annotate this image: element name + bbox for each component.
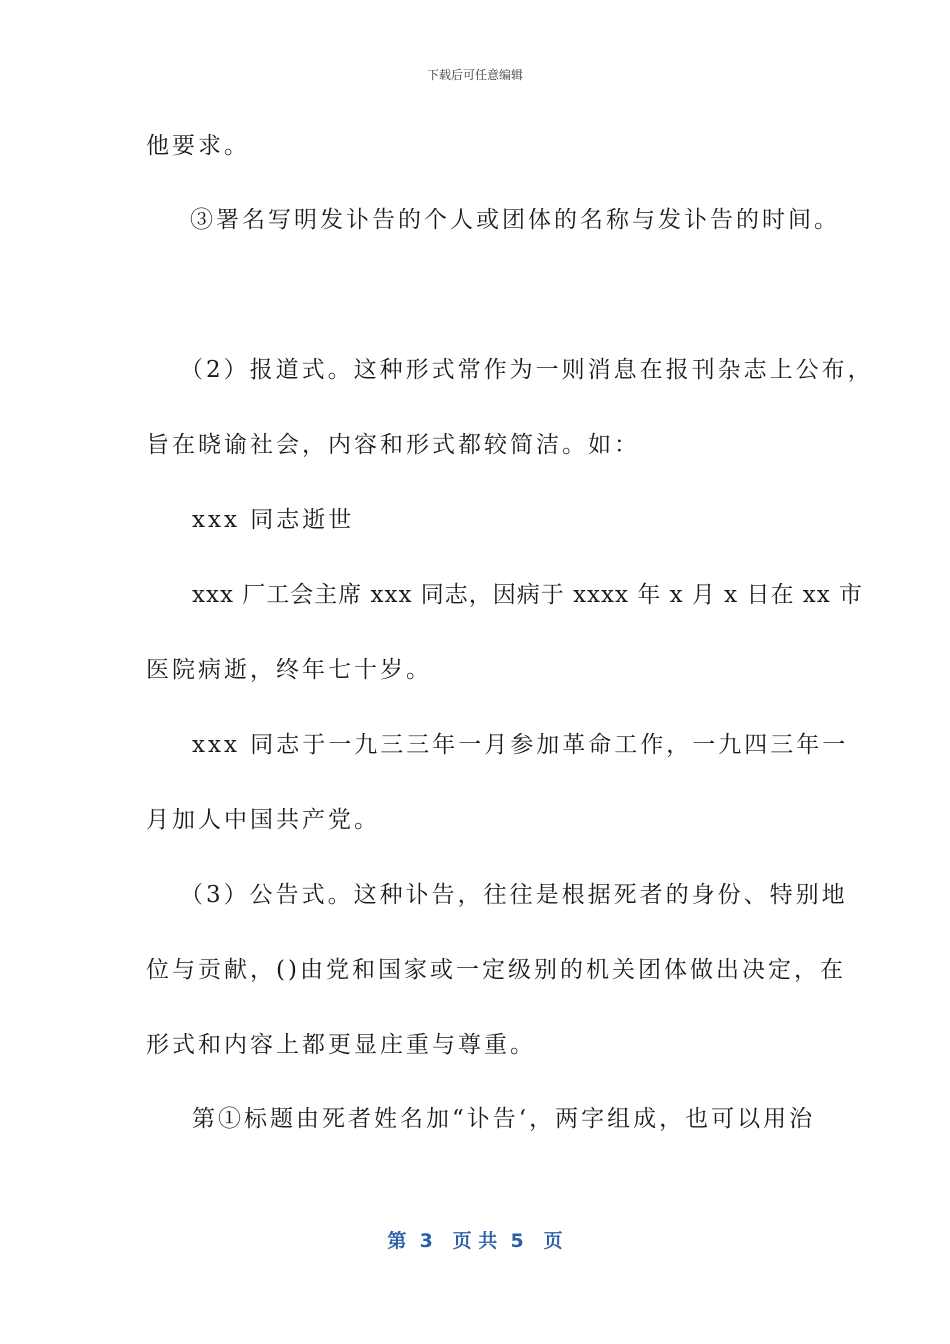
body-line-13: 第①标题由死者姓名加“讣告‘，两字组成，也可以用治: [192, 1106, 816, 1132]
body-line-3: （2）报道式。这种形式常作为一则消息在报刊杂志上公布，: [180, 357, 874, 383]
body-line-8: xxx 同志于一九三三年一月参加革命工作，一九四三年一: [192, 732, 849, 758]
body-line-2: ③署名写明发讣告的个人或团体的名称与发讣告的时间。: [190, 207, 840, 233]
page-header: 下载后可任意编辑: [426, 68, 523, 82]
body-line-5: xxx 同志逝世: [192, 507, 355, 533]
body-line-6: xxx 厂工会主席 xxx 同志，因病于 xxxx 年 x 月 x 日在 xx 市: [192, 582, 864, 608]
body-line-7: 医院病逝，终年七十岁。: [146, 657, 432, 683]
body-line-1: 他要求。: [146, 133, 250, 159]
body-line-12: 形式和内容上都更显庄重与尊重。: [146, 1032, 536, 1058]
page-footer: 第 3 页 共 5 页: [387, 1230, 563, 1252]
body-line-9: 月加人中国共产党。: [146, 807, 380, 833]
body-line-10: （3）公告式。这种讣告，往往是根据死者的身份、特别地: [180, 882, 848, 908]
body-line-11: 位与贡献，()由党和国家或一定级别的机关团体做出决定，在: [146, 957, 846, 983]
body-line-4: 旨在晓谕社会，内容和形式都较简洁。如：: [146, 432, 640, 458]
